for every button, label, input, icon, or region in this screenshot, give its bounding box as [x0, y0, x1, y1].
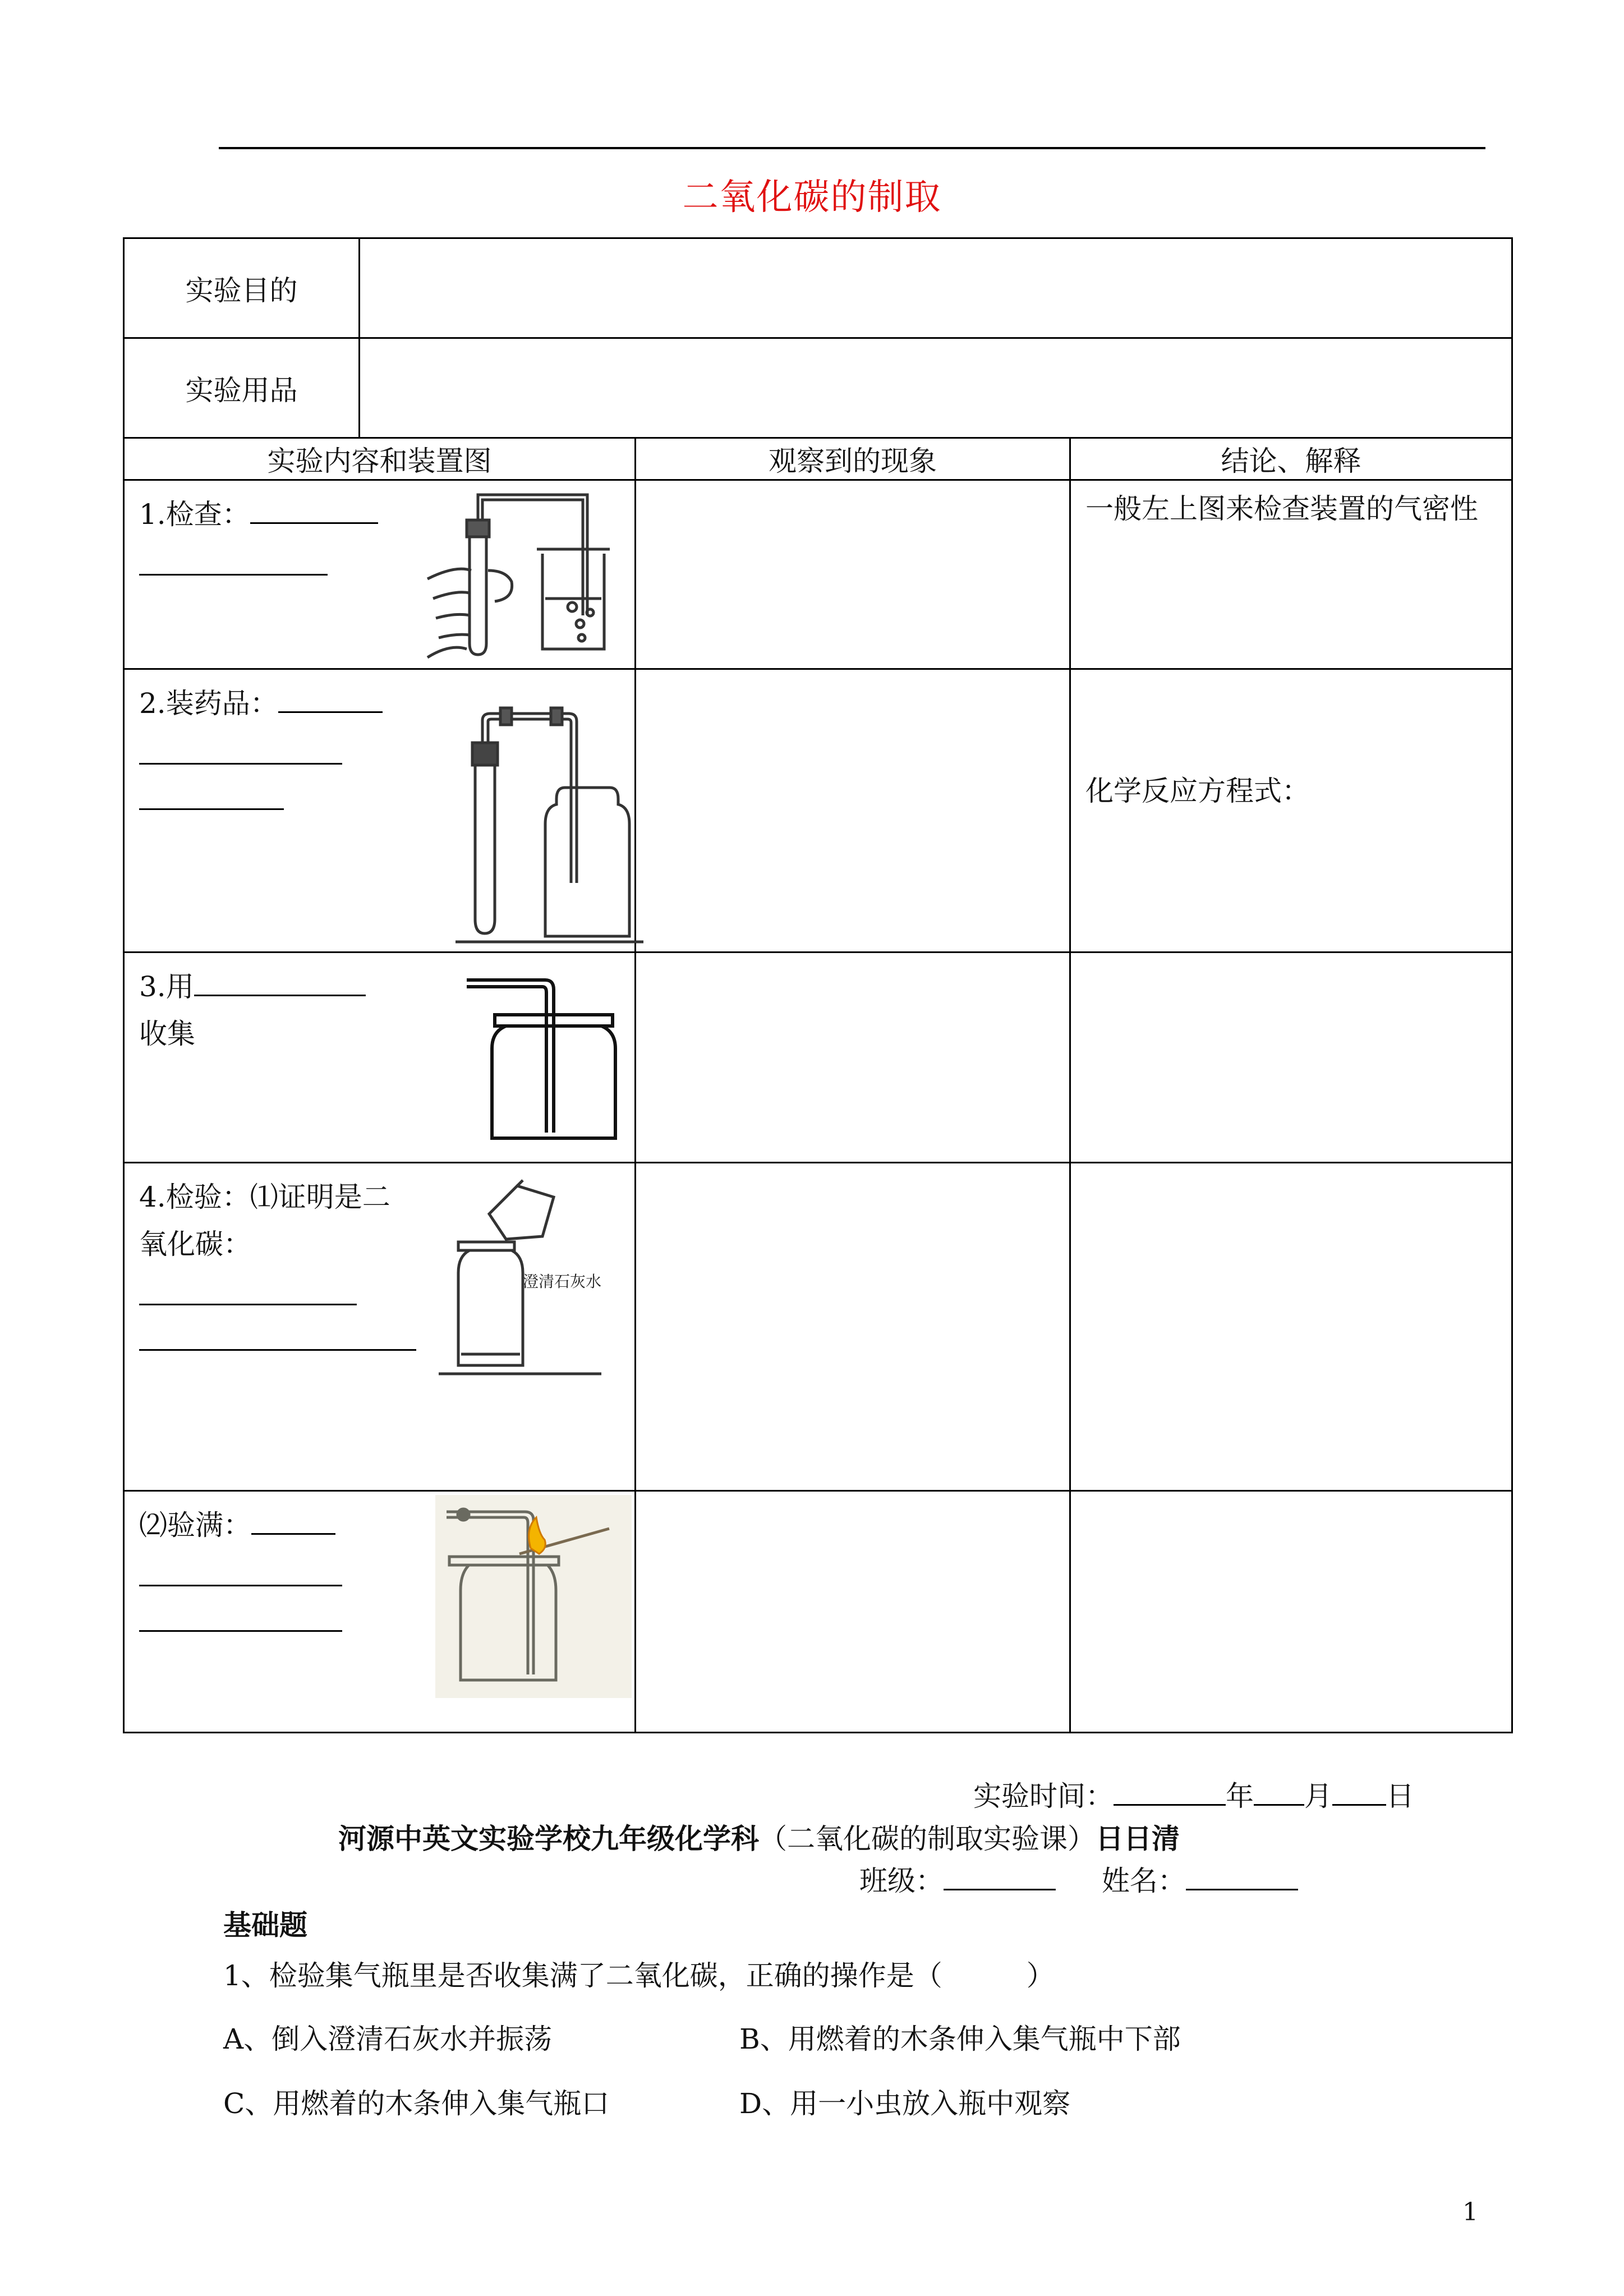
check-blank-1[interactable]	[250, 496, 378, 524]
row-collect-observation[interactable]	[636, 953, 1070, 1163]
name-blank[interactable]	[1186, 1863, 1298, 1890]
question-stem: 1、检验集气瓶里是否收集满了二氧化碳，正确的操作是（ ）	[223, 1959, 1055, 1992]
collect-method-blank[interactable]	[194, 969, 366, 996]
verify-blank-2[interactable]	[139, 1315, 416, 1351]
full-blank-2[interactable]	[139, 1551, 342, 1586]
full-blank-1[interactable]	[251, 1507, 335, 1535]
full-blank-3[interactable]	[139, 1596, 342, 1632]
header-observation: 观察到的现象	[636, 438, 1070, 480]
option-a[interactable]: A、倒入澄清石灰水并振荡	[223, 2023, 553, 2055]
load-blank-1[interactable]	[278, 685, 383, 713]
purpose-field[interactable]	[360, 238, 1512, 338]
experiment-table	[123, 237, 1513, 1733]
option-d[interactable]: D、用一小虫放入瓶中观察	[739, 2087, 1071, 2120]
time-month-blank[interactable]	[1254, 1778, 1304, 1806]
limewater-label: 澄清石灰水	[523, 1272, 602, 1291]
option-b[interactable]: B、用燃着的木条伸入集气瓶中下部	[739, 2023, 1181, 2055]
section-title: 基础题	[223, 1908, 307, 1941]
header-conclusion: 结论、解释	[1070, 438, 1512, 480]
load-blank-3[interactable]	[139, 775, 284, 810]
step-collect-label: 3.用	[139, 970, 194, 1003]
step-verify-label: 4.检验：⑴证明是二	[139, 1181, 390, 1213]
row-collect-conclusion[interactable]	[1070, 953, 1512, 1163]
page-number: 1	[1462, 2198, 1478, 2226]
time-day-blank[interactable]	[1332, 1778, 1386, 1806]
row-load-conclusion	[1070, 669, 1512, 953]
airtightness-check-figure	[422, 486, 613, 660]
row-full-conclusion[interactable]	[1070, 1491, 1512, 1733]
time-year-blank[interactable]	[1114, 1778, 1226, 1806]
row-check-conclusion	[1070, 480, 1512, 669]
class-blank[interactable]	[944, 1863, 1056, 1890]
row-verify-content	[124, 1163, 636, 1491]
row-full-content	[124, 1491, 636, 1733]
upward-air-collection-figure	[461, 970, 641, 1149]
step-verify-line2: 氧化碳：	[139, 1228, 251, 1260]
row-collect-content	[124, 953, 636, 1163]
row-load-observation[interactable]	[636, 669, 1070, 953]
header-rule	[219, 147, 1485, 149]
row-verify-conclusion[interactable]	[1070, 1163, 1512, 1491]
row-verify-observation[interactable]	[636, 1163, 1070, 1491]
row-load-content	[124, 669, 636, 953]
option-c[interactable]: C、用燃着的木条伸入集气瓶口	[223, 2087, 610, 2120]
class-name-line: 班级： 姓名：	[859, 1858, 1298, 1899]
purpose-label: 实验目的	[124, 238, 360, 338]
load-blank-2[interactable]	[139, 729, 342, 765]
equation-label: 化学反应方程式：	[1085, 775, 1310, 807]
limewater-test-figure	[439, 1175, 629, 1382]
step-full-label: ⑵验满：	[139, 1509, 251, 1542]
check-conclusion-text: 一般左上图来检查装置的气密性	[1085, 493, 1478, 525]
verify-blank-1[interactable]	[139, 1270, 357, 1305]
row-check-content	[124, 480, 636, 669]
supplies-label: 实验用品	[124, 338, 360, 438]
supplies-field[interactable]	[360, 338, 1512, 438]
burning-splint-figure	[435, 1495, 632, 1698]
school-line: 河源中英文实验学校九年级化学科（二氧化碳的制取实验课）日日清	[338, 1822, 1180, 1855]
page-title: 二氧化碳的制取	[682, 177, 942, 218]
check-blank-2[interactable]	[139, 540, 328, 576]
experiment-time-line: 实验时间： 年 月 日	[973, 1774, 1414, 1814]
row-full-observation[interactable]	[636, 1491, 1070, 1733]
header-content: 实验内容和装置图	[124, 438, 636, 480]
step-check-label: 1.检查：	[139, 498, 250, 531]
step-collect-suffix: 收集	[139, 1018, 195, 1050]
co2-generation-figure	[450, 703, 652, 945]
row-check-observation[interactable]	[636, 480, 1070, 669]
step-load-label: 2.装药品：	[139, 687, 278, 720]
